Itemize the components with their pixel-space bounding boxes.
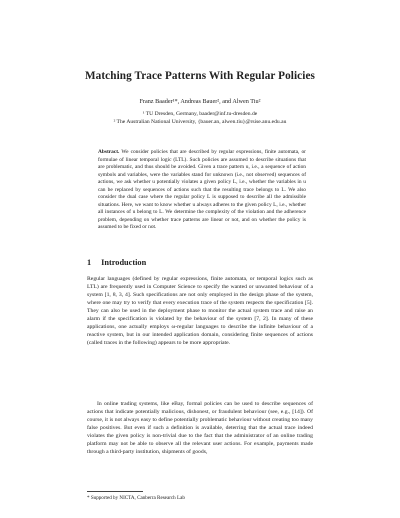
footnote-rule — [87, 491, 143, 492]
abstract-label: Abstract. — [98, 149, 120, 155]
paragraph-1: Regular languages (defined by regular expressions, finite automata, or temporal logics such as LTL) are frequently used in Computer Science to specify the wanted or unwanted behaviour of a system [1, 8, 3, 4]. Such specifications are not only employed in the design phase of the system, where one may try to verify that every execution trace of the system respects the specification [5]. They can also be used in the deployment phase to monitor the actual system trace and raise an alarm if the specification is violated by the behaviour of the system [7, 2]. In many of these applications, one actually employs ω-regular languages to describe the infinite behaviour of a reactive system, but in our intended application domain, considering finite sequences of actions (called traces in the following) appears to be more appropriate. — [87, 276, 313, 346]
paragraph-2: In online trading systems, like eBay, formal policies can be used to describe sequences of actions that indicate potentially malicious, dishonest, or fraudulent behaviour (see, e.g., [14]). Of course, it is not always easy to define potentially problematic behaviour without creating too many false positives. But even if such a definition is available, deterring that the actual trace indeed violates the given policy is non-trivial due to the fact that the administrator of an online trading platform may not be able to observe all the relevant user actions. For example, payments made through a third-party institution, shipments of goods, — [87, 401, 313, 455]
section-title: Introduction — [101, 258, 147, 267]
author-list: Franz Baader¹*, Andreas Bauer², and Alwen Tiu² — [139, 98, 261, 105]
footnote: * Supported by NICTA, Canberra Research Lab — [87, 495, 185, 501]
section-heading — [87, 258, 156, 267]
abstract-text: We consider policies that are described by regular expressions, finite automata, or formulae of linear temporal logic (LTL). Such policies are assumed to describe situations that are problematic, and thus should be avoided. Given a trace pattern u, i.e., a sequence of action symbols and variables, were the variables stand for unknown (i.e., not observed) sequences of actions, we ask whether u potentially violates a given policy L, i.e., whether the variables in u can be replaced by sequences of actions such that the resulting trace belongs to L. We also consider the dual case where the regular policy L is supposed to describe all the admissible situations. Here, we want to know whether u always adheres to the given policy L, i.e., whether all instances of u belong to L. We determine the complexity of the violation and the adherence problem, depending on whether trace patterns are linear or not, and on whether the policy is assumed to be fixed or not. — [98, 149, 306, 231]
affiliation-1: ¹ TU Dresden, Germany, baader@inf.tu-dresden.de — [142, 111, 258, 117]
section-number: 1 — [87, 258, 92, 267]
affiliation-2: ² The Australian National University, {bauer.an, alwen.tiu}@rsise.anu.edu.au — [113, 119, 287, 125]
paper-title: Matching Trace Patterns With Regular Policies — [85, 70, 315, 82]
abstract — [98, 149, 306, 232]
